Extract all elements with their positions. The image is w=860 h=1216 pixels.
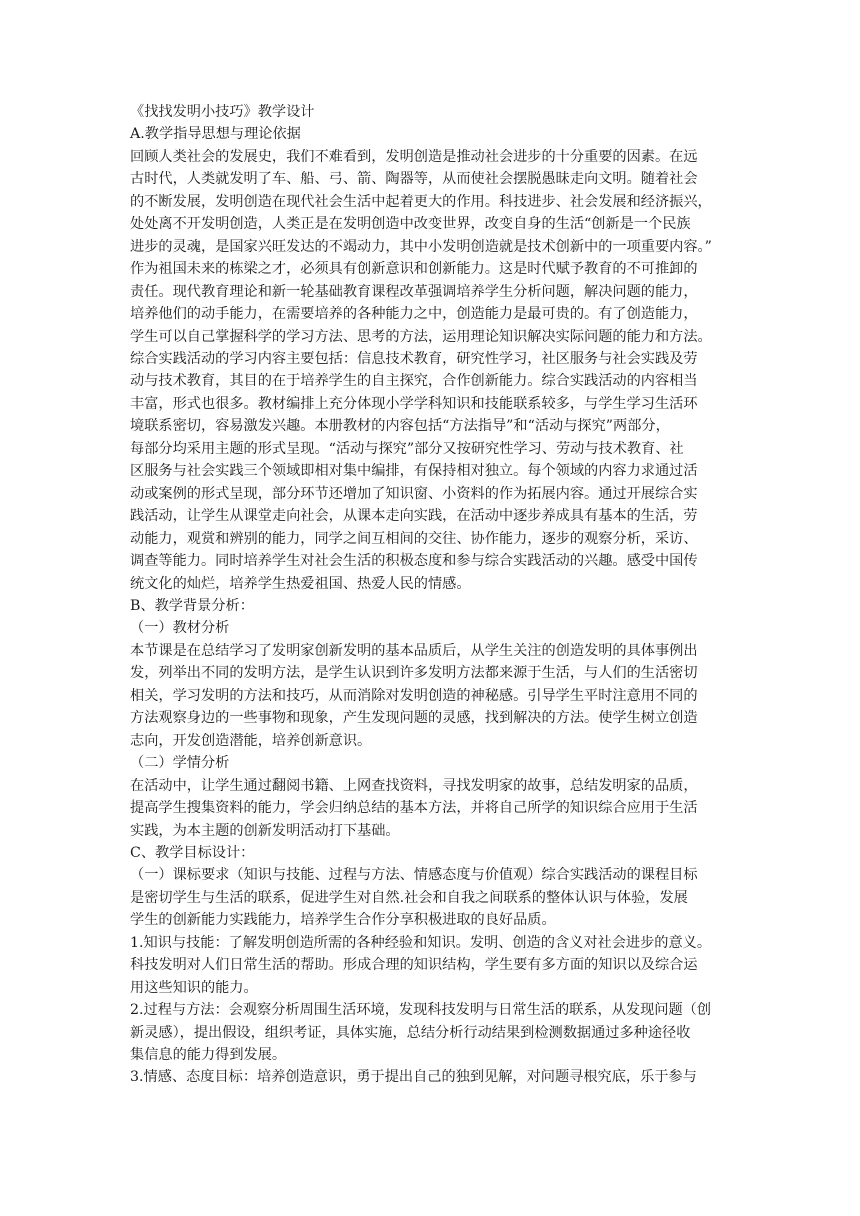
text-line: 调查等能力。同时培养学生对社会生活的积极态度和参与综合实践活动的兴趣。感受中国传: [130, 553, 698, 570]
text-line: 学生可以自己掌握科学的学习方法、思考的方法，运用理论知识解决实际问题的能力和方法。: [130, 328, 712, 345]
text-line: 作为祖国未来的栋梁之才，必须具有创新意识和创新能力。这是时代赋予教育的不可推卸的: [130, 261, 698, 278]
text-line: 处处离不开发明创造，人类正是在发明创造中改变世界，改变自身的生活“创新是一个民族: [130, 216, 691, 233]
section-a-paragraph: [130, 146, 734, 595]
text-line: 集信息的能力得到发展。: [130, 1047, 287, 1064]
text-line: 志向，开发创造潜能，培养创新意识。: [130, 732, 372, 749]
text-line: 在活动中，让学生通过翻阅书籍、上网查找资料，寻找发明家的故事，总结发明家的品质，: [130, 777, 698, 794]
text-line: 1.知识与技能：了解发明创造所需的各种经验和知识。发明、创造的含义对社会进步的意义。: [130, 934, 712, 951]
text-line: 区服务与社会实践三个领域即相对集中编排，有保持相对独立。每个领域的内容力求通过活: [130, 463, 698, 480]
subsection-student-analysis-heading: （二）学情分析: [130, 755, 230, 772]
subsection-textbook-analysis-heading: （一）教材分析: [130, 620, 230, 637]
text-line: 科技发明对人们日常生活的帮助。形成合理的知识结构，学生要有多方面的知识以及综合运: [130, 957, 698, 974]
section-c-heading: C、教学目标设计：: [130, 844, 255, 861]
text-line: 每部分均采用主题的形式呈现。“活动与探究”部分又按研究性学习、劳动与技术教育、社: [130, 440, 684, 457]
text-line: 动或案例的形式呈现，部分环节还增加了知识窗、小资料的作为拓展内容。通过开展综合实: [130, 485, 698, 502]
text-line: 动能力，观赏和辨别的能力，同学之间互相间的交往、协作能力，逐步的观察分析，采访、: [130, 530, 698, 547]
text-line: 是密切学生与生活的联系，促进学生对自然.社会和自我之间联系的整体认识与体验，发展: [130, 889, 688, 906]
text-line: 方法观察身边的一些事物和现象，产生发现问题的灵感，找到解决的方法。使学生树立创造: [130, 710, 698, 727]
text-line: 统文化的灿烂，培养学生热爱祖国、热爱人民的情感。: [130, 575, 471, 592]
text-line: 本节课是在总结学习了发明家创新发明的基本品质后，从学生关注的创造发明的具体事例出: [130, 642, 698, 659]
text-line: 培养他们的动手能力，在需要培养的各种能力之中，创造能力是最可贵的。有了创造能力，: [130, 306, 698, 323]
text-line: 综合实践活动的学习内容主要包括：信息技术教育，研究性学习，社区服务与社会实践及劳: [130, 350, 698, 367]
document-title: 《找找发明小技巧》教学设计: [130, 104, 315, 120]
text-line: 用这些知识的能力。: [130, 979, 258, 996]
text-line: 相关，学习发明的方法和技巧，从而消除对发明创造的神秘感。引导学生平时注意用不同的: [130, 687, 698, 704]
text-line: 古时代，人类就发明了车、船、弓、箭、陶器等，从而使社会摆脱愚昧走向文明。随着社会: [130, 171, 698, 188]
text-line: 提高学生搜集资料的能力，学会归纳总结的基本方法，并将自己所学的知识综合应用于生活: [130, 800, 698, 817]
section-b-heading: B、教学背景分析：: [130, 597, 254, 614]
text-line: 发，列举出不同的发明方法，是学生认识到许多发明方法都来源于生活，与人们的生活密切: [130, 665, 698, 682]
text-line: 境联系密切，容易激发兴趣。本册教材的内容包括“方法指导”和“活动与探究”两部分，: [130, 418, 670, 435]
text-line: 践活动，让学生从课堂走向社会，从课本走向实践，在活动中逐步养成具有基本的生活，劳: [130, 508, 698, 525]
student-analysis-paragraph: [130, 775, 734, 842]
text-line: 责任。现代教育理论和新一轮基础教育课程改革强调培养学生分析问题，解决问题的能力，: [130, 283, 698, 300]
text-line: 3.情感、态度目标：培养创造意识，勇于提出自己的独到见解，对问题寻根究底，乐于参与: [130, 1069, 697, 1086]
goal-emotion-attitude: [130, 1066, 734, 1088]
text-line: 新灵感），提出假设，组织考证，具体实施，总结分析行动结果到检测数据通过多种途径收: [130, 1024, 691, 1041]
goal-process-methods: [130, 999, 734, 1066]
textbook-analysis-paragraph: [130, 640, 734, 752]
goal-knowledge-skills: [130, 932, 734, 999]
curriculum-requirements-paragraph: [130, 864, 734, 931]
text-line: 丰富，形式也很多。教材编排上充分体现小学学科知识和技能联系较多，与学生学习生活环: [130, 395, 698, 412]
text-line: 进步的灵魂，是国家兴旺发达的不竭动力，其中小发明创造就是技术创新中的一项重要内容。”: [130, 238, 712, 255]
document-page: [130, 101, 734, 1089]
text-line: 2.过程与方法：会观察分析周围生活环境，发现科技发明与日常生活的联系，从发现问题（创: [130, 1002, 712, 1019]
text-line: （一）课标要求（知识与技能、过程与方法、情感态度与价值观）综合实践活动的课程目标: [130, 867, 698, 884]
text-line: 动与技术教育，其目的在于培养学生的自主探究，合作创新能力。综合实践活动的内容相当: [130, 373, 698, 390]
text-line: 的不断发展，发明创造在现代社会生活中起着更大的作用。科技进步、社会发展和经济振兴，: [130, 193, 712, 210]
text-line: 回顾人类社会的发展史，我们不难看到，发明创造是推动社会进步的十分重要的因素。在远: [130, 148, 698, 165]
text-line: 学生的创新能力实践能力，培养学生合作分享积极进取的良好品质。: [130, 912, 556, 929]
section-a-heading: A.教学指导思想与理论依据: [130, 126, 301, 143]
text-line: 实践，为本主题的创新发明活动打下基础。: [130, 822, 400, 839]
